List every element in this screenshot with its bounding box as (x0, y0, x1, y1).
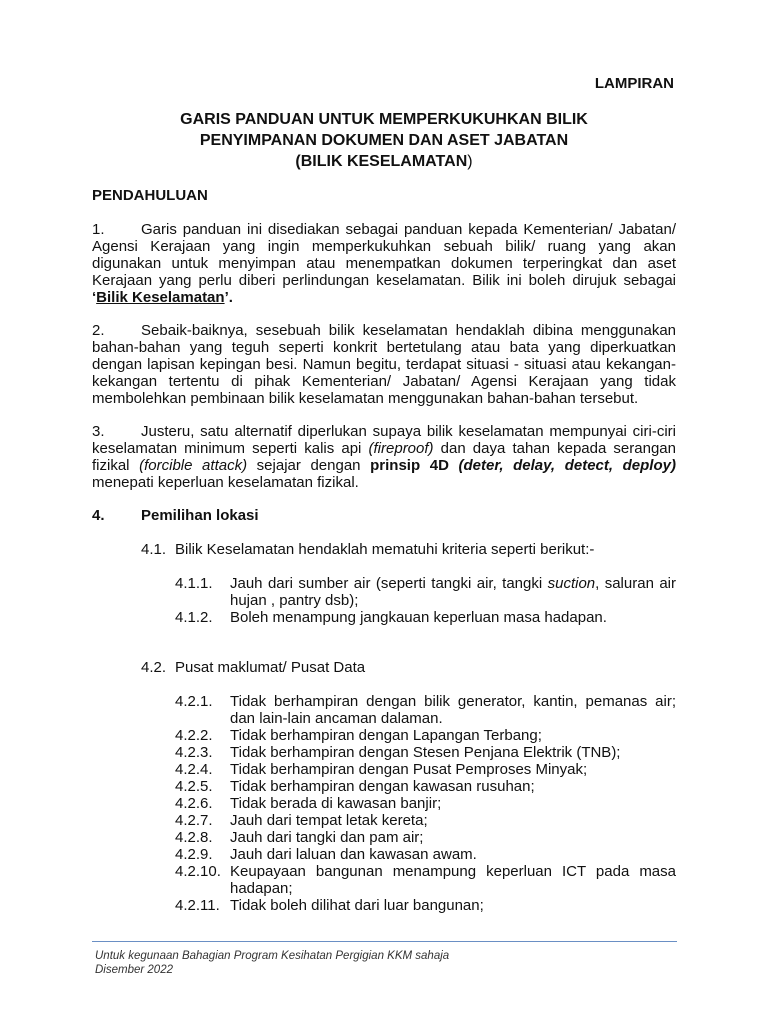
para2-line: kekangan tertentu di pihak Kementerian/ Jabatan/ Agensi Kerajaan yang tidak (92, 373, 676, 390)
list-item-text: Tidak berhampiran dengan Pusat Pemproses Minyak; (230, 761, 588, 778)
para2-line: dengan lapisan kepingan besi. Namun begitu, terdapat situasi - situasi atau kekangan- (92, 356, 676, 373)
para1-line: Agensi Kerajaan yang ingin memperkukuhkan sebuah bilik/ ruang yang akan (92, 238, 676, 255)
para1-number: 1. (92, 221, 105, 238)
footer-note: Untuk kegunaan Bahagian Program Kesihatan Pergigian KKM sahaja (95, 950, 450, 962)
list-item-number: 4.2.4. (175, 761, 213, 778)
s41-number: 4.1. (141, 541, 167, 558)
s41-text: Bilik Keselamatan hendaklah mematuhi kriteria seperti berikut:- (175, 541, 595, 558)
list-item-text: Jauh dari tangki dan pam air; (230, 829, 424, 846)
list-item-number: 4.2.1. (175, 693, 213, 710)
para2-line: bahan-bahan yang teguh seperti konkrit bertetulang atau bata yang diperkuatkan (92, 339, 676, 356)
list-item-text: Jauh dari laluan dan kawasan awam. (230, 846, 477, 863)
list-item-number: 4.2.11. (175, 897, 220, 914)
title-line-3: (BILIK KESELAMATAN) (295, 153, 473, 170)
list-item-text: Tidak berhampiran dengan kawasan rusuhan; (230, 778, 535, 795)
list-item-number: 4.2.2. (175, 727, 213, 744)
list-item-text-continued: hadapan; (230, 880, 293, 897)
section-heading-pendahuluan: PENDAHULUAN (92, 187, 208, 204)
list-item-text-continued: dan lain-lain ancaman dalaman. (230, 710, 443, 727)
list-item-text-continued: hujan , pantry dsb); (230, 592, 359, 609)
list-item-number: 4.2.7. (175, 812, 213, 829)
para2-line: membolehkan pembinaan bilik keselamatan menggunakan bahan-bahan tersebut. (92, 390, 639, 407)
section4-number: 4. (92, 507, 105, 524)
list-item-text: Boleh menampung jangkauan keperluan masa hadapan. (230, 609, 607, 626)
para2-line: Sebaik-baiknya, sesebuah bilik keselamatan hendaklah dibina menggunakan (141, 322, 676, 339)
list-item-number: 4.2.8. (175, 829, 213, 846)
list-item-number: 4.1.2. (175, 609, 213, 626)
list-item-text: Jauh dari sumber air (seperti tangki air, tangki suction, saluran air (230, 575, 676, 592)
para3-line: fizikal (forcible attack) sejajar dengan prinsip 4D (deter, delay, detect, deploy) (92, 457, 676, 474)
footer-divider (92, 941, 677, 942)
list-item-text: Keupayaan bangunan menampung keperluan ICT pada masa (230, 863, 676, 880)
s42-number: 4.2. (141, 659, 167, 676)
s42-text: Pusat maklumat/ Pusat Data (175, 659, 366, 676)
lampiran-label: LAMPIRAN (594, 75, 674, 92)
list-item-number: 4.1.1. (175, 575, 213, 592)
para3-number: 3. (92, 423, 105, 440)
list-item-number: 4.2.10. (175, 863, 221, 880)
para3-line: menepati keperluan keselamatan fizikal. (92, 474, 359, 491)
footer-date: Disember 2022 (95, 964, 173, 976)
list-item-number: 4.2.5. (175, 778, 213, 795)
list-item-text: Tidak berhampiran dengan bilik generator, kantin, pemanas air; (230, 693, 676, 710)
list-item-text: Tidak berhampiran dengan Stesen Penjana Elektrik (TNB); (230, 744, 621, 761)
para3-line: keselamatan minimum seperti kalis api (fireproof) dan daya tahan kepada serangan (92, 440, 676, 457)
para1-term: ‘Bilik Keselamatan’. (92, 289, 233, 306)
para2-number: 2. (92, 322, 105, 339)
para1-line: Garis panduan ini disediakan sebagai panduan kepada Kementerian/ Jabatan/ (141, 221, 676, 238)
list-item-number: 4.2.3. (175, 744, 213, 761)
para1-line: Kerajaan yang perlu diberi perlindungan keselamatan. Bilik ini boleh dirujuk sebagai (92, 272, 676, 289)
section4-heading: Pemilihan lokasi (141, 507, 259, 524)
list-item-number: 4.2.9. (175, 846, 213, 863)
title-line-1: GARIS PANDUAN UNTUK MEMPERKUKUHKAN BILIK (180, 111, 588, 128)
list-item-text: Jauh dari tempat letak kereta; (230, 812, 428, 829)
para3-line: Justeru, satu alternatif diperlukan supaya bilik keselamatan mempunyai ciri-ciri (141, 423, 676, 440)
list-item-number: 4.2.6. (175, 795, 213, 812)
para1-line: digunakan untuk menyimpan atau menempatkan dokumen terperingkat dan aset (92, 255, 676, 272)
title-line-2: PENYIMPANAN DOKUMEN DAN ASET JABATAN (199, 132, 569, 149)
list-item-text: Tidak boleh dilihat dari luar bangunan; (230, 897, 484, 914)
list-item-text: Tidak berada di kawasan banjir; (230, 795, 442, 812)
list-item-text: Tidak berhampiran dengan Lapangan Terbang; (230, 727, 542, 744)
